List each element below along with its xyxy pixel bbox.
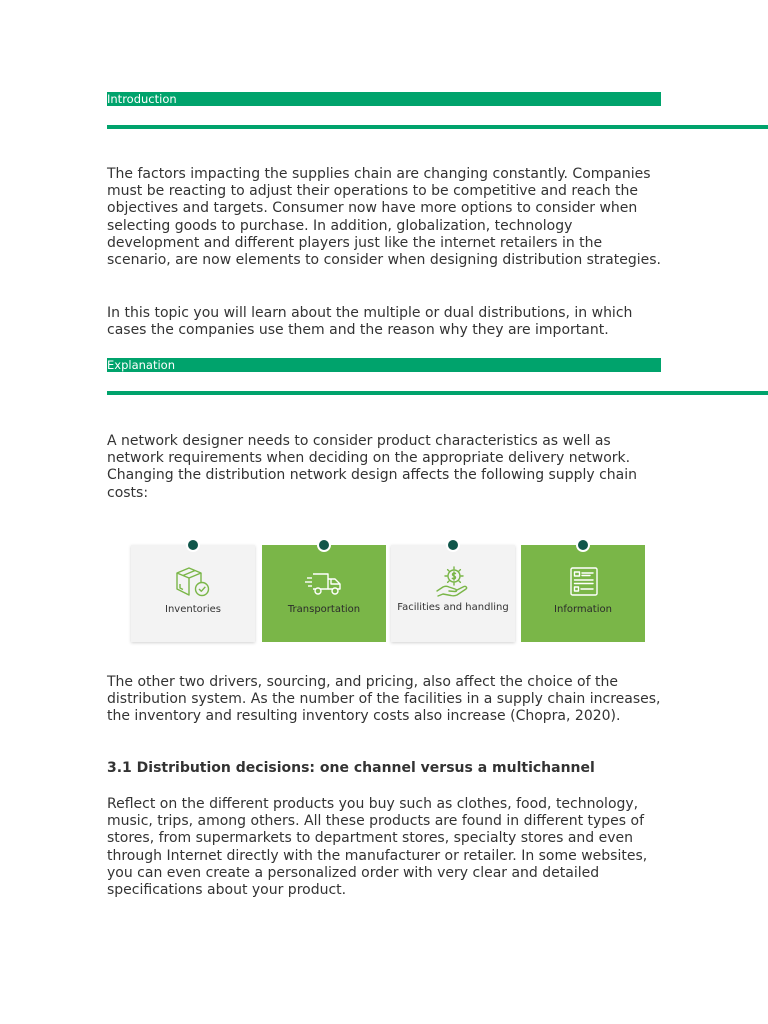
intro-paragraph-2: In this topic you will learn about the multiple or dual distributions, in which cases the companies use them and the reason why they are important.	[107, 305, 633, 339]
section-title: Introduction	[107, 92, 177, 106]
cost-card-transportation	[262, 545, 386, 642]
hand-money-gear-icon	[433, 565, 473, 599]
timeline-dot	[186, 538, 200, 552]
card-label: Inventories	[165, 604, 221, 615]
section-title: Explanation	[107, 358, 175, 372]
card-label: Transportation	[287, 604, 361, 615]
cost-card-inventories	[131, 545, 255, 642]
inventory-box-icon	[173, 565, 213, 599]
timeline-dot	[317, 538, 331, 552]
section-heading-3-1: 3.1 Distribution decisions: one channel versus a multichannel	[107, 760, 595, 776]
timeline-dot	[576, 538, 590, 552]
timeline-dot	[446, 538, 460, 552]
divider-rule	[107, 391, 768, 395]
card-label: Information	[554, 604, 612, 615]
section-3-1-paragraph: Reflect on the different products you buy such as clothes, food, technology, music, trips, among others. All these products are found in different types of stores, from supermarkets to department stores, specialty stores and even through Internet directly with the manufacturer or retailer. In some websites, you can even create a personalized order with very clear and detailed specifications about your product.	[107, 796, 648, 899]
intro-paragraph-1: The factors impacting the supplies chain are changing constantly. Companies must be reacting to adjust their operations to be competitive and reach the objectives and targets. Consumer now have more options to consider when selecting goods to purchase. In addition, globalization, technology development and different players just like the internet retailers in the scenario, are now elements to consider when designing distribution strategies.	[107, 166, 661, 269]
section-header-introduction	[107, 92, 661, 106]
card-label: Facilities and handling	[397, 602, 509, 613]
explanation-paragraph-1: A network designer needs to consider product characteristics as well as network requirements when deciding on the appropriate delivery network. Changing the distribution network design affects the following supply chain costs:	[107, 433, 638, 501]
cost-card-information	[521, 545, 645, 642]
divider-rule	[107, 125, 768, 129]
delivery-truck-icon	[304, 565, 344, 599]
explanation-paragraph-2: The other two drivers, sourcing, and pricing, also affect the choice of the distribution system. As the number of the facilities in a supply chain increases, the inventory and resulting inventory costs also increase (Chopra, 2020).	[107, 674, 661, 725]
information-form-icon	[563, 565, 603, 599]
cost-card-facilities-and-handling	[391, 545, 515, 642]
section-header-explanation	[107, 358, 661, 372]
